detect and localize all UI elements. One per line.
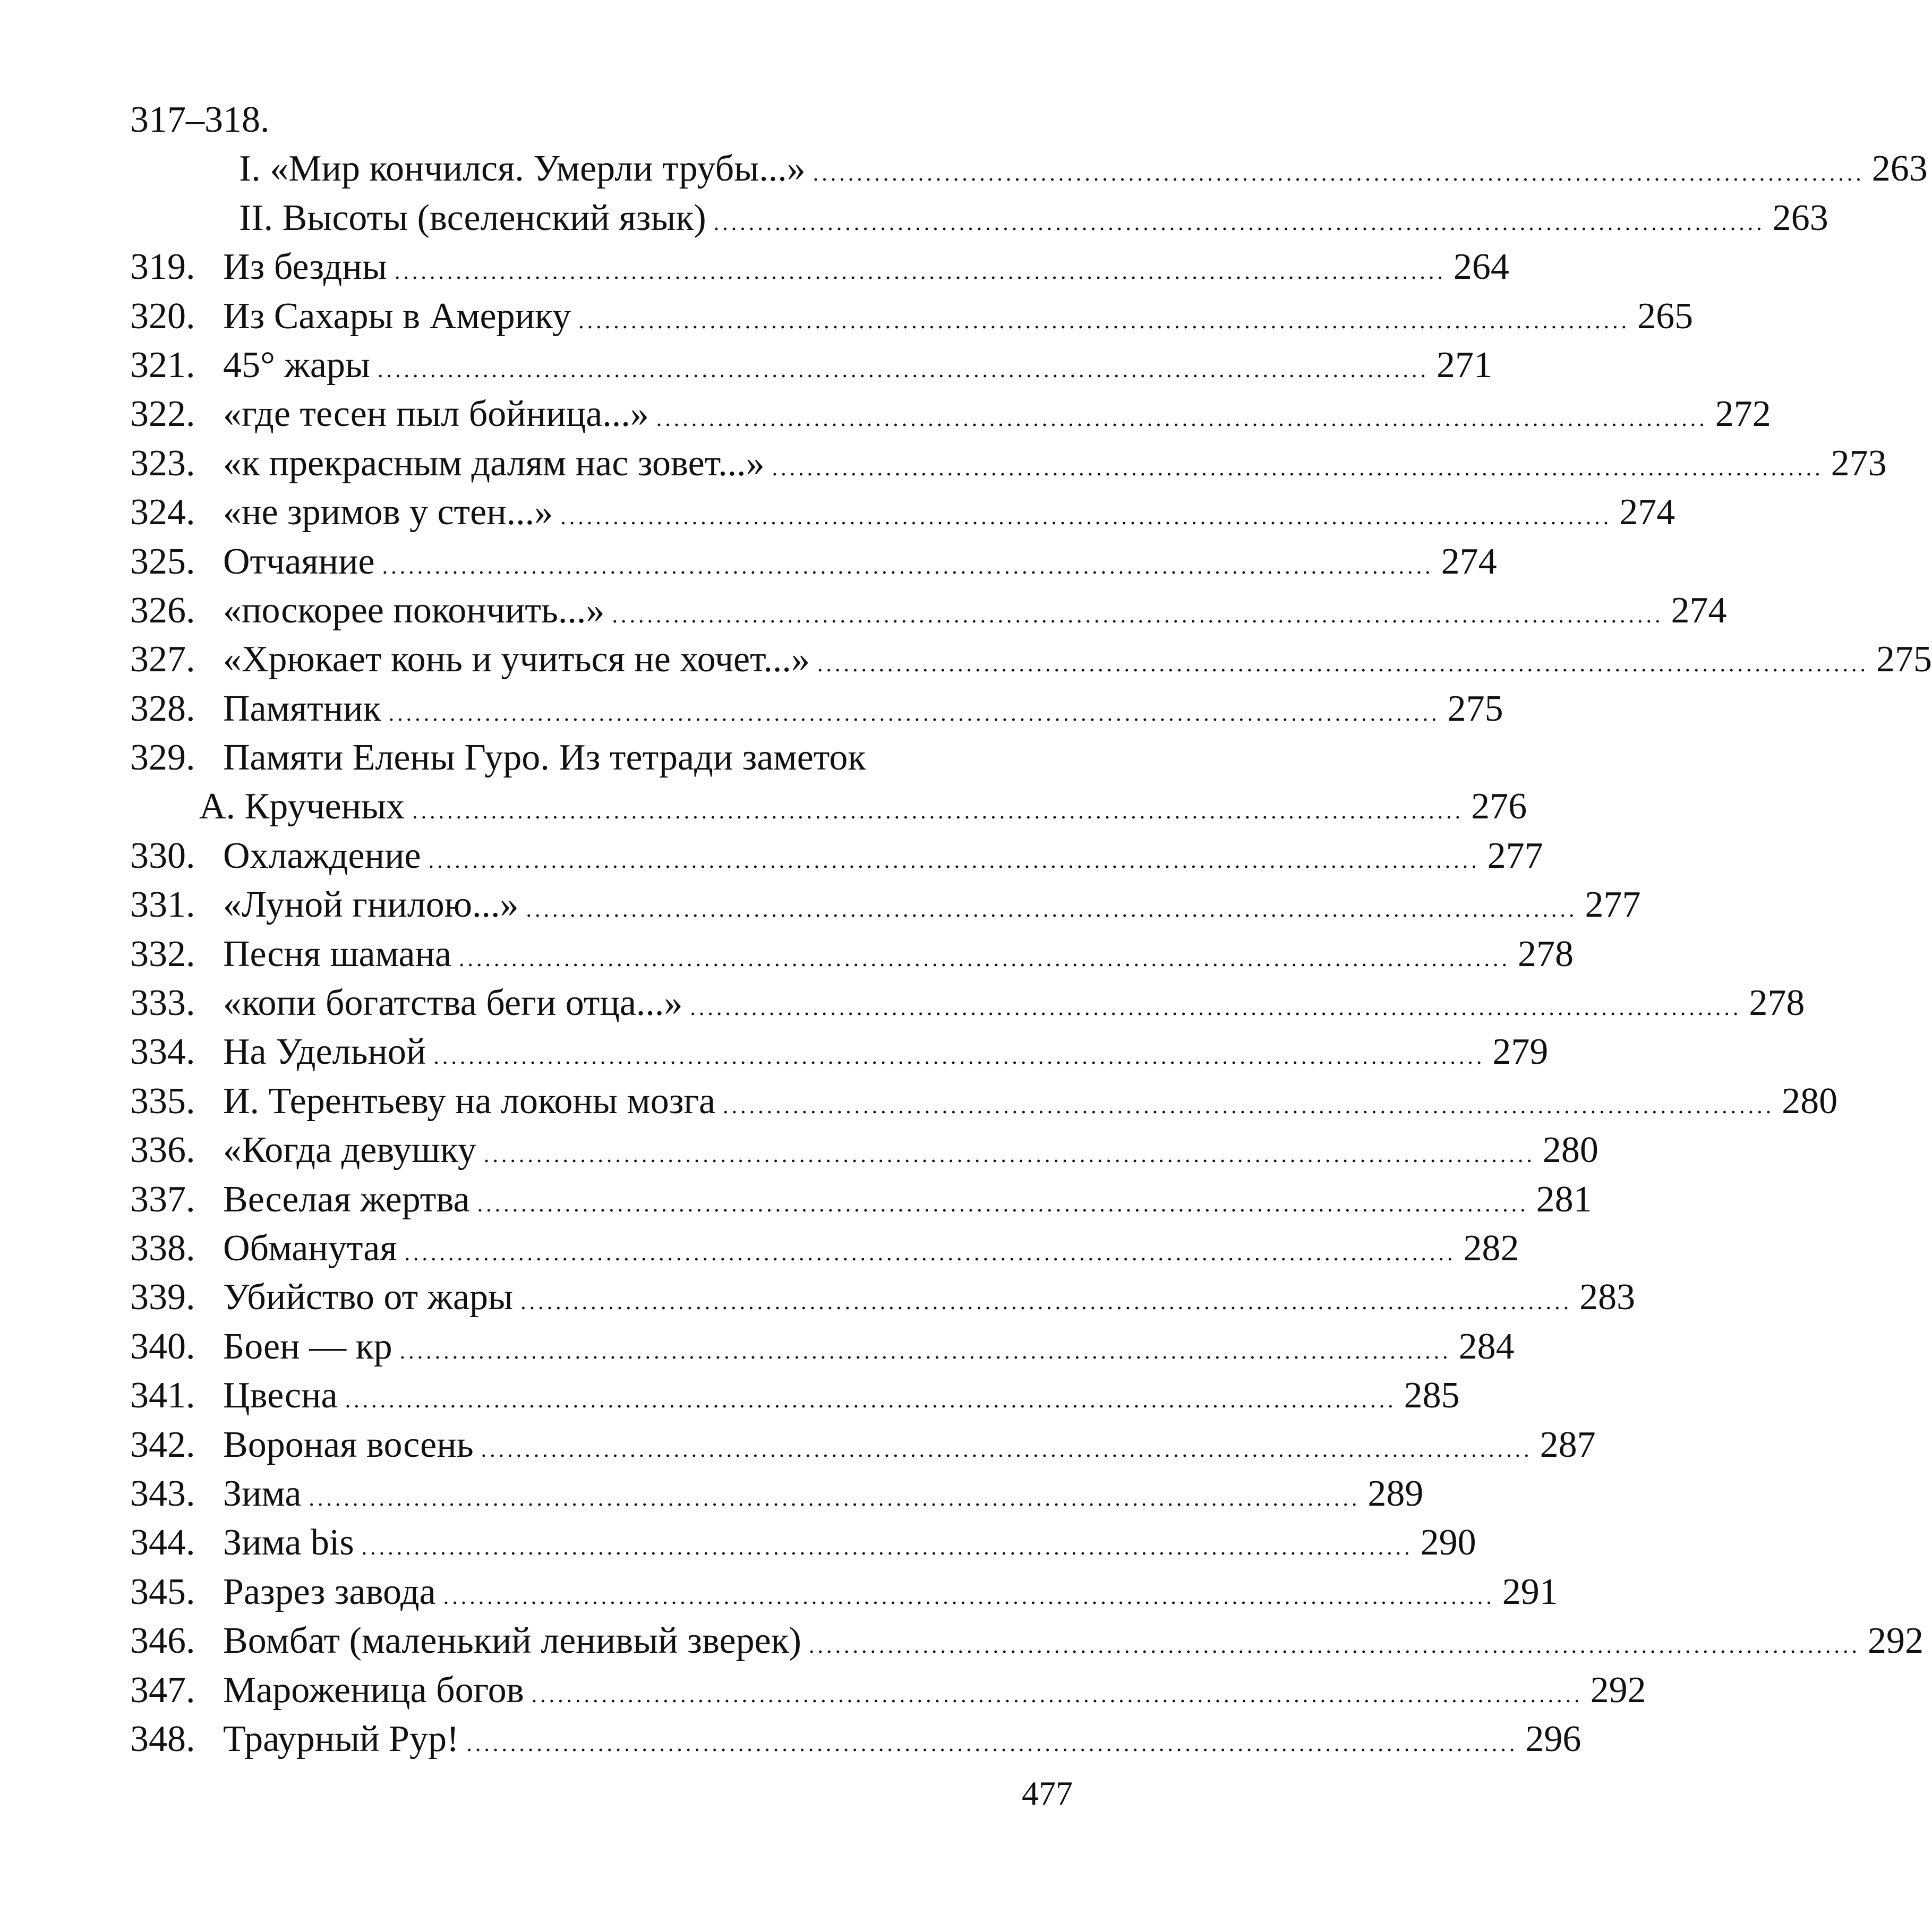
table-of-contents bbox=[130, 96, 1932, 1764]
toc-entry bbox=[130, 1371, 1460, 1420]
entry-number: 324. bbox=[130, 492, 195, 533]
entry-page: 263 bbox=[1871, 148, 1928, 190]
entry-page: 274 bbox=[1619, 492, 1675, 533]
entry-title: Вомбат (маленький ленивый зверек) bbox=[223, 1620, 801, 1662]
dot-leader: ........................................................................................................................ bbox=[713, 210, 1765, 235]
entry-page: 265 bbox=[1637, 295, 1694, 337]
entry-page: 277 bbox=[1585, 884, 1641, 926]
entry-title: «Луной гнилою...» bbox=[223, 884, 519, 926]
entry-title: Траурный Рур! bbox=[223, 1718, 459, 1760]
entry-number: 341. bbox=[130, 1375, 195, 1416]
dot-leader: ........................................................................................................................ bbox=[433, 1045, 1485, 1070]
entry-number: 331. bbox=[130, 884, 195, 926]
entry-number: 326. bbox=[130, 590, 195, 631]
toc-entry bbox=[130, 733, 1046, 782]
entry-title: Мароженица богов bbox=[223, 1669, 524, 1711]
entry-number: 339. bbox=[130, 1277, 195, 1318]
entry-number: 333. bbox=[130, 983, 195, 1024]
entry-title: Вороная восень bbox=[223, 1424, 474, 1465]
entry-number: 340. bbox=[130, 1326, 195, 1367]
dot-leader: ........................................................................................................................ bbox=[612, 603, 1664, 628]
entry-title: Зима bis bbox=[223, 1522, 354, 1564]
dot-leader: ........................................................................................................................ bbox=[483, 1143, 1535, 1168]
toc-entry bbox=[130, 390, 1771, 439]
toc-entry bbox=[130, 1421, 1596, 1470]
entry-number: 346. bbox=[130, 1620, 195, 1662]
entry-page: 285 bbox=[1404, 1375, 1460, 1416]
entry-title: Боен — кр bbox=[223, 1326, 392, 1367]
entry-title: Из бездны bbox=[223, 246, 387, 288]
toc-entry bbox=[130, 1126, 1598, 1175]
dot-leader: ........................................................................................................................ bbox=[690, 996, 1742, 1021]
toc-entry bbox=[130, 685, 1503, 733]
entry-page: 275 bbox=[1876, 639, 1932, 680]
entry-page: 292 bbox=[1590, 1669, 1646, 1711]
entry-page: 296 bbox=[1525, 1718, 1581, 1760]
entry-number: 329. bbox=[130, 737, 195, 779]
toc-entry bbox=[130, 930, 1574, 979]
entry-title: И. Терентьеву на локоны мозга bbox=[223, 1080, 716, 1122]
dot-leader: ........................................................................................................................ bbox=[656, 407, 1708, 432]
entry-title: Веселая жертва bbox=[223, 1178, 470, 1220]
entry-page: 281 bbox=[1536, 1178, 1592, 1220]
entry-page: 280 bbox=[1782, 1080, 1838, 1122]
entry-number: 337. bbox=[130, 1178, 195, 1220]
entry-title: А. Крученых bbox=[199, 786, 405, 827]
dot-leader: ........................................................................................................................ bbox=[458, 946, 1510, 971]
entry-number: 348. bbox=[130, 1718, 195, 1760]
entry-page: 264 bbox=[1453, 246, 1509, 288]
entry-page: 279 bbox=[1492, 1031, 1549, 1073]
entry-number: 317–318. bbox=[130, 99, 270, 140]
entry-title: «Хрюкает конь и учиться не хочет...» bbox=[223, 639, 810, 680]
entry-page: 284 bbox=[1458, 1326, 1515, 1367]
dot-leader: ........................................................................................................................ bbox=[361, 1535, 1413, 1560]
toc-entry bbox=[130, 144, 1928, 193]
entry-title: «поскорее покончить...» bbox=[223, 590, 605, 631]
page-number: 477 bbox=[1022, 1774, 1073, 1812]
entry-number: 320. bbox=[130, 295, 195, 337]
toc-entry bbox=[130, 439, 1887, 488]
entry-title: Песня шамана bbox=[223, 933, 451, 975]
toc-entry bbox=[130, 586, 1727, 635]
toc-entry bbox=[130, 1175, 1592, 1224]
dot-leader: ........................................................................................................................ bbox=[466, 1731, 1518, 1756]
toc-entry bbox=[130, 194, 1828, 243]
dot-leader: ........................................................................................................................ bbox=[526, 898, 1578, 923]
entry-number: 323. bbox=[130, 442, 195, 484]
toc-entry bbox=[130, 1568, 1558, 1617]
entry-number: 347. bbox=[130, 1669, 195, 1711]
toc-entry bbox=[130, 832, 1543, 881]
entry-number: 321. bbox=[130, 344, 195, 386]
toc-entry bbox=[130, 1470, 1424, 1518]
toc-entry bbox=[130, 1028, 1549, 1077]
entry-page: 280 bbox=[1542, 1130, 1598, 1171]
entry-title: Охлаждение bbox=[223, 835, 421, 876]
entry-page: 263 bbox=[1772, 197, 1828, 238]
entry-title: Убийство от жары bbox=[223, 1277, 514, 1318]
entry-title: 45° жары bbox=[223, 344, 370, 386]
entry-title: «Когда девушку bbox=[223, 1130, 476, 1171]
entry-number: 328. bbox=[130, 688, 195, 729]
dot-leader: ........................................................................................................................ bbox=[443, 1584, 1495, 1609]
entry-number: 338. bbox=[130, 1227, 195, 1269]
toc-entry bbox=[130, 243, 1509, 292]
entry-title: Разрез завода bbox=[223, 1571, 436, 1612]
entry-number: 319. bbox=[130, 246, 195, 288]
toc-entry bbox=[130, 1273, 1636, 1322]
entry-title: Памятник bbox=[223, 688, 381, 729]
dot-leader: ........................................................................................................................ bbox=[808, 1634, 1860, 1659]
toc-entry bbox=[130, 1666, 1646, 1715]
dot-leader: ........................................................................................................................ bbox=[560, 505, 1612, 530]
entry-title: «где тесен пыл бойница...» bbox=[223, 394, 649, 435]
entry-number: 343. bbox=[130, 1473, 195, 1514]
entry-page: 282 bbox=[1463, 1227, 1519, 1269]
entry-number: 322. bbox=[130, 394, 195, 435]
toc-entry bbox=[130, 1518, 1476, 1567]
entry-page: 273 bbox=[1831, 442, 1887, 484]
toc-entry bbox=[130, 1715, 1581, 1764]
entry-page: 274 bbox=[1441, 541, 1497, 582]
dot-leader: ........................................................................................................................ bbox=[382, 554, 1434, 579]
entry-title: II. Высоты (вселенский язык) bbox=[239, 197, 706, 238]
entry-title: Из Сахары в Америку bbox=[223, 295, 571, 337]
dot-leader: ........................................................................................................................ bbox=[531, 1683, 1583, 1707]
toc-entry bbox=[130, 881, 1641, 929]
entry-title: I. «Мир кончился. Умерли трубы...» bbox=[239, 148, 806, 190]
entry-title: На Удельной bbox=[223, 1031, 426, 1073]
entry-number: 342. bbox=[130, 1424, 195, 1465]
entry-title: Обманутая bbox=[223, 1227, 397, 1269]
dot-leader: ........................................................................................................................ bbox=[394, 260, 1446, 285]
entry-page: 291 bbox=[1502, 1571, 1558, 1612]
dot-leader: ........................................................................................................................ bbox=[404, 1241, 1456, 1266]
entry-number: 345. bbox=[130, 1571, 195, 1612]
toc-entry bbox=[130, 1077, 1838, 1126]
dot-leader: ........................................................................................................................ bbox=[481, 1437, 1533, 1462]
entry-page: 274 bbox=[1671, 590, 1727, 631]
entry-title: Отчаяние bbox=[223, 541, 375, 582]
entry-number: 334. bbox=[130, 1031, 195, 1073]
entry-page: 289 bbox=[1367, 1473, 1424, 1514]
toc-entry bbox=[130, 979, 1805, 1028]
dot-leader: ........................................................................................................................ bbox=[345, 1388, 1397, 1413]
entry-title: «не зримов у стен...» bbox=[223, 492, 553, 533]
entry-page: 275 bbox=[1447, 688, 1503, 729]
entry-title: «к прекрасным далям нас зовет...» bbox=[223, 442, 765, 484]
entry-number: 330. bbox=[130, 835, 195, 876]
toc-entry bbox=[130, 292, 1694, 341]
dot-leader: ........................................................................................................................ bbox=[578, 309, 1630, 334]
entry-page: 277 bbox=[1487, 835, 1543, 876]
entry-page: 278 bbox=[1517, 933, 1574, 975]
toc-entry bbox=[130, 96, 1046, 144]
dot-leader: ........................................................................................................................ bbox=[412, 799, 1464, 824]
entry-page: 287 bbox=[1540, 1424, 1596, 1465]
entry-page: 276 bbox=[1471, 786, 1527, 827]
entry-number: 336. bbox=[130, 1130, 195, 1171]
dot-leader: ........................................................................................................................ bbox=[428, 848, 1480, 873]
dot-leader: ........................................................................................................................ bbox=[388, 701, 1440, 726]
entry-title: Цвесна bbox=[223, 1375, 338, 1416]
toc-entry bbox=[130, 1224, 1519, 1273]
entry-title: Зима bbox=[223, 1473, 302, 1514]
dot-leader: ........................................................................................................................ bbox=[772, 456, 1824, 481]
toc-entry bbox=[130, 1617, 1924, 1666]
toc-entry bbox=[130, 341, 1492, 390]
entry-page: 283 bbox=[1579, 1277, 1636, 1318]
entry-page: 292 bbox=[1867, 1620, 1924, 1662]
dot-leader: ........................................................................................................................ bbox=[477, 1192, 1529, 1217]
entry-page: 271 bbox=[1436, 344, 1492, 386]
toc-entry bbox=[130, 1322, 1515, 1371]
entry-number: 335. bbox=[130, 1080, 195, 1122]
entry-page: 278 bbox=[1749, 983, 1805, 1024]
entry-number: 332. bbox=[130, 933, 195, 975]
dot-leader: ........................................................................................................................ bbox=[723, 1094, 1775, 1118]
dot-leader: ........................................................................................................................ bbox=[817, 652, 1869, 677]
dot-leader: ........................................................................................................................ bbox=[813, 161, 1865, 186]
entry-title: Памяти Елены Гуро. Из тетради заметок bbox=[223, 737, 866, 779]
dot-leader: ........................................................................................................................ bbox=[377, 357, 1429, 382]
entry-page: 290 bbox=[1420, 1522, 1476, 1564]
dot-leader: ........................................................................................................................ bbox=[309, 1486, 1361, 1511]
entry-number: 325. bbox=[130, 541, 195, 582]
toc-entry bbox=[130, 537, 1497, 586]
entry-title: «копи богатства беги отца...» bbox=[223, 983, 683, 1024]
dot-leader: ........................................................................................................................ bbox=[399, 1339, 1451, 1364]
toc-entry bbox=[130, 635, 1932, 684]
entry-page: 272 bbox=[1715, 394, 1771, 435]
toc-entry bbox=[130, 488, 1675, 537]
toc-entry-continuation bbox=[130, 782, 1527, 831]
entry-number: 327. bbox=[130, 639, 195, 680]
entry-number: 344. bbox=[130, 1522, 195, 1564]
dot-leader: ........................................................................................................................ bbox=[520, 1290, 1572, 1315]
